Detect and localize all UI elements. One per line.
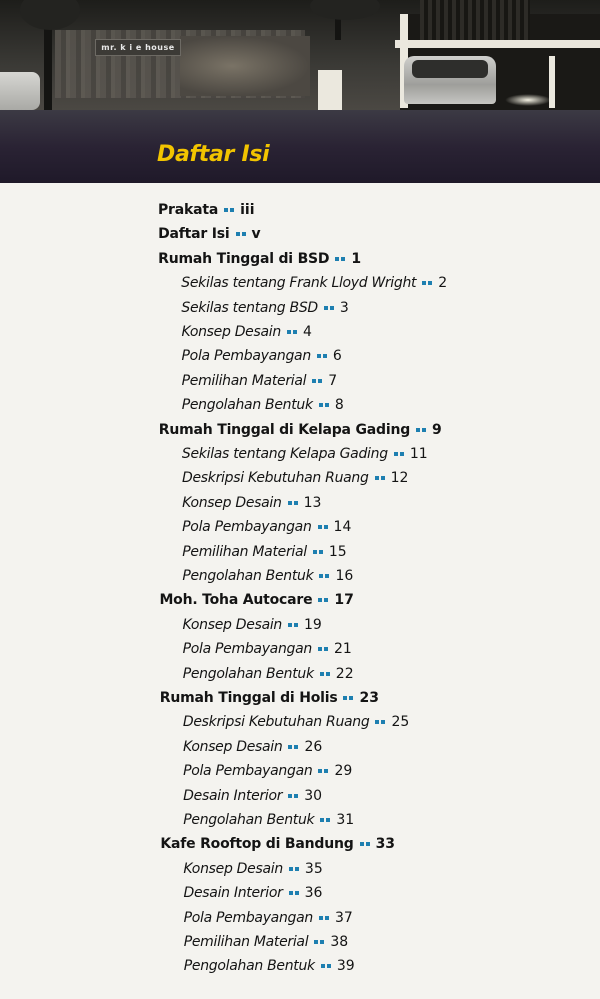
toc-page-number: iii (240, 202, 255, 218)
toc-page-number: 3 (339, 299, 349, 316)
toc-section (184, 933, 348, 951)
toc-section (182, 372, 338, 390)
bullet-dots-icon (314, 940, 324, 944)
toc-page-number: 35 (304, 860, 323, 877)
toc-chapter (158, 250, 361, 268)
toc-entry-label: Pemilihan Material (181, 372, 307, 389)
toc-section (182, 445, 428, 463)
toc-entry-label: Sekilas tentang Kelapa Gading (181, 446, 388, 462)
toc-entry-label: Sekilas tentang Frank Lloyd Wright (181, 275, 417, 292)
toc-entry-label: Pola Pembayangan (182, 519, 312, 536)
bullet-dots-icon (318, 525, 328, 529)
toc-page-number: 19 (304, 616, 322, 633)
toc-entry-label: Desain Interior (183, 885, 283, 902)
bullet-dots-icon (320, 672, 330, 676)
toc-chapter (160, 689, 379, 707)
toc-entry-label: Pemilihan Material (183, 934, 309, 950)
bullet-dots-icon (321, 964, 331, 968)
house-sign: mr. k i e house (95, 39, 181, 56)
toc-page-number: 36 (304, 885, 323, 902)
toc-page-number: 15 (328, 543, 347, 560)
toc-page-number: 2 (438, 275, 448, 292)
toc-page-number: 6 (332, 348, 342, 365)
toc-page-number: 33 (375, 836, 396, 853)
toc-page-number: 8 (334, 397, 344, 414)
toc-page-number: 13 (303, 494, 322, 511)
toc-entry-label: Kafe Rooftop di Bandung (160, 836, 354, 853)
toc-section (181, 274, 447, 292)
toc-section (182, 396, 344, 414)
toc-page-number: 22 (335, 665, 354, 682)
toc-page-number: 11 (409, 446, 428, 462)
bullet-dots-icon (324, 306, 334, 310)
toc-entry-label: Konsep Desain (181, 324, 281, 340)
toc-section (182, 469, 408, 487)
toc-entry-label: Pengolahan Bentuk (182, 568, 314, 584)
toc-page-number: 12 (390, 470, 409, 487)
toc-page-number: 21 (333, 641, 352, 658)
toc-entry-label: Pola Pembayangan (183, 909, 313, 926)
bullet-dots-icon (335, 257, 345, 261)
bullet-dots-icon (288, 623, 298, 627)
toc-section (183, 616, 322, 634)
bullet-dots-icon (375, 476, 385, 480)
toc-page-number: 29 (334, 763, 353, 780)
bullet-dots-icon (319, 403, 329, 407)
toc-page-number: 37 (334, 909, 353, 926)
toc-entry-label: Pengolahan Bentuk (182, 665, 314, 682)
bullet-dots-icon (422, 281, 432, 285)
toc-section (182, 518, 351, 536)
toc-entry-label: Konsep Desain (182, 494, 282, 511)
toc-chapter (160, 835, 395, 853)
toc-page-number: 39 (336, 958, 355, 975)
toc-entry-label: Deskripsi Kebutuhan Ruang (182, 714, 370, 731)
bullet-dots-icon (288, 794, 298, 798)
bullet-dots-icon (318, 769, 328, 773)
toc-entry-label: Konsep Desain (183, 860, 283, 877)
toc-section (182, 494, 321, 512)
bullet-dots-icon (343, 696, 353, 700)
bullet-dots-icon (319, 574, 329, 578)
toc-chapter (159, 591, 353, 609)
toc-section (184, 957, 355, 975)
toc-page-number: 30 (304, 787, 323, 804)
toc-chapter (159, 421, 442, 439)
toc-page-number: 7 (328, 372, 338, 389)
bullet-dots-icon (318, 647, 328, 651)
toc-entry-label: Daftar Isi (158, 226, 230, 243)
toc-section (183, 860, 322, 878)
bullet-dots-icon (289, 867, 299, 871)
toc-section (181, 323, 311, 341)
toc-page-number: 17 (334, 592, 354, 609)
toc-section (182, 347, 342, 365)
bullet-dots-icon (289, 891, 299, 895)
toc-page-number: 23 (359, 690, 379, 706)
bullet-dots-icon (236, 232, 246, 236)
bullet-dots-icon (394, 452, 404, 456)
toc-section (184, 909, 353, 927)
bullet-dots-icon (287, 330, 297, 334)
toc-chapter (158, 201, 255, 219)
bullet-dots-icon (313, 550, 323, 554)
toc-page-number: 26 (304, 738, 323, 755)
bullet-dots-icon (312, 379, 322, 383)
toc-section (183, 762, 352, 780)
bullet-dots-icon (416, 428, 426, 432)
bullet-dots-icon (360, 842, 370, 846)
toc-page-number: 14 (333, 519, 352, 536)
bullet-dots-icon (375, 720, 385, 724)
toc-page-number: 16 (335, 568, 354, 584)
bullet-dots-icon (288, 501, 298, 505)
toc-entry-label: Pengolahan Bentuk (183, 958, 315, 975)
bullet-dots-icon (319, 916, 329, 920)
bullet-dots-icon (318, 598, 328, 602)
toc-entry-label: Konsep Desain (182, 616, 283, 633)
toc-entry-label: Rumah Tinggal di BSD (158, 250, 330, 267)
bullet-dots-icon (288, 745, 298, 749)
toc-entry-label: Pengolahan Bentuk (183, 812, 315, 828)
toc-entry-label: Pola Pembayangan (182, 641, 312, 658)
bullet-dots-icon (317, 354, 327, 358)
toc-section (183, 713, 409, 731)
toc-entry-label: Pengolahan Bentuk (181, 397, 313, 414)
toc-section (183, 738, 322, 756)
bullet-dots-icon (320, 818, 330, 822)
toc-page-number: 25 (391, 714, 410, 731)
toc-page-number: 31 (336, 812, 355, 828)
toc-section (183, 665, 354, 683)
toc-section (182, 567, 353, 585)
toc-section (184, 884, 323, 902)
toc-entry-label: Deskripsi Kebutuhan Ruang (181, 470, 369, 487)
toc-entry-label: Pola Pembayangan (181, 348, 311, 365)
toc-entry-label: Pola Pembayangan (183, 763, 313, 780)
toc-section (183, 640, 352, 658)
toc-entry-label: Rumah Tinggal di Kelapa Gading (158, 421, 411, 438)
toc-section (182, 543, 346, 561)
bullet-dots-icon (224, 208, 234, 212)
page-title: Daftar Isi (157, 142, 270, 167)
toc-entry-label: Rumah Tinggal di Holis (159, 690, 338, 706)
toc-page-number: 38 (330, 934, 349, 950)
toc-chapter (158, 225, 261, 243)
toc-page-number: 1 (351, 250, 362, 267)
toc-entry-label: Prakata (158, 202, 219, 218)
toc-entry-label: Desain Interior (183, 787, 283, 804)
toc-entry-label: Konsep Desain (182, 738, 283, 755)
toc-section (183, 811, 354, 829)
toc-entry-label: Moh. Toha Autocare (159, 592, 313, 609)
toc-section (183, 787, 322, 805)
toc-page-number: 4 (302, 324, 312, 340)
toc-section (181, 299, 348, 317)
toc-entry-label: Sekilas tentang BSD (181, 299, 318, 316)
toc-page-number: 9 (432, 421, 442, 438)
toc-entry-label: Pemilihan Material (182, 543, 307, 560)
toc-page-number: v (251, 226, 261, 243)
